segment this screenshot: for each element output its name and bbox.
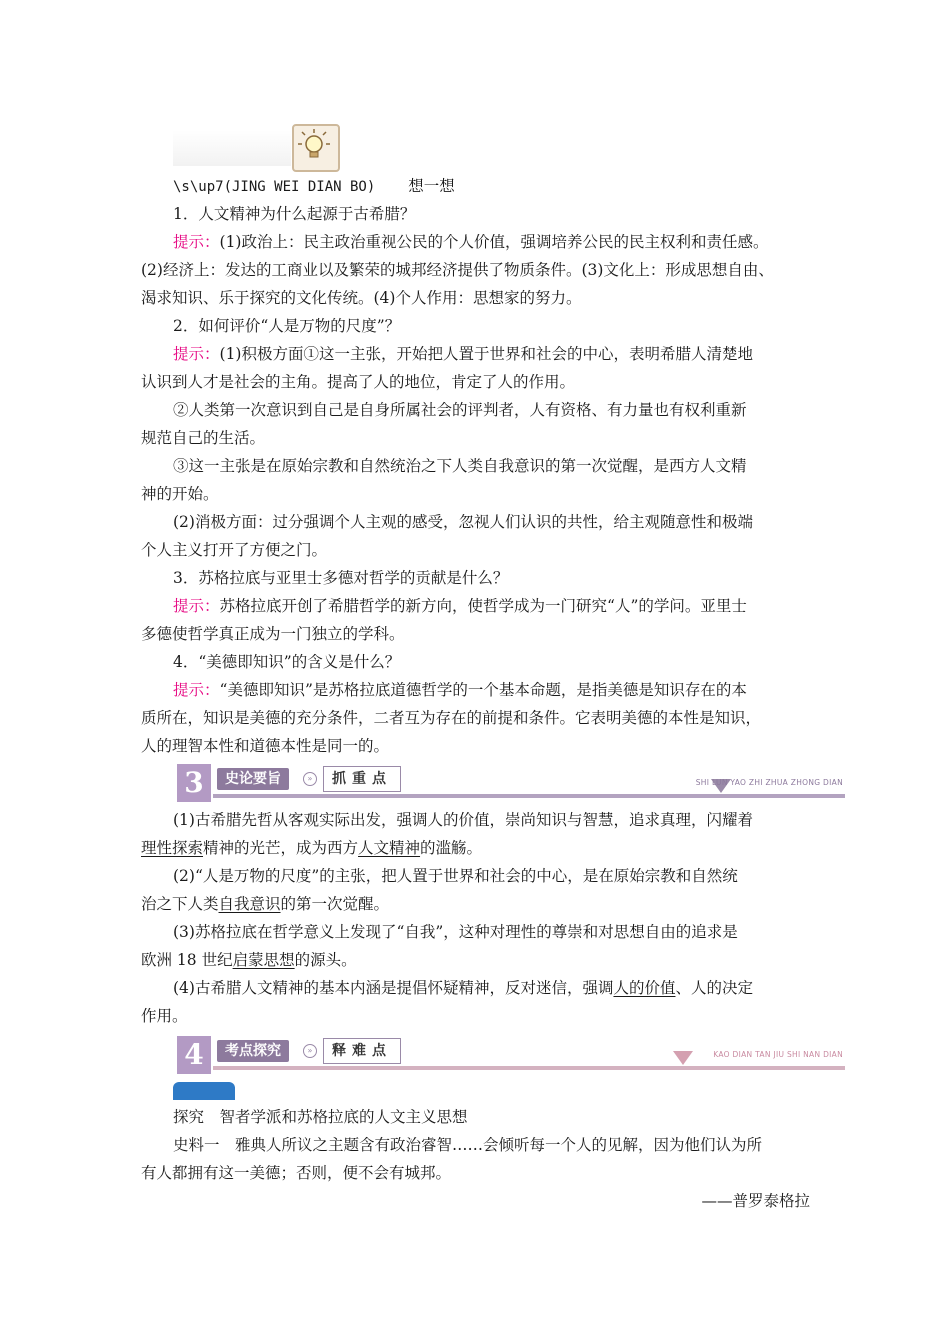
section-rule bbox=[213, 1066, 845, 1070]
answer-4-line-2: 质所在，知识是美德的充分条件，二者互为存在的前提和条件。它表明美德的本性是知识， bbox=[141, 709, 762, 727]
material-1-line-1: 史料一 雅典人所议之主题含有政治睿智……会倾听每一个人的见解，因为他们认为所 bbox=[173, 1136, 763, 1154]
key-point-4-line-1: (4)古希腊人文精神的基本内涵是提倡怀疑精神，反对迷信，强调人的价值、人的决定 bbox=[173, 979, 753, 997]
answer-2-line-6: 神的开始。 bbox=[141, 485, 219, 503]
section-english: KAO DIAN TAN JIU SHI NAN DIAN bbox=[713, 1050, 843, 1059]
answer-1-line-1: 提示：(1)政治上：民主政治重视公民的个人价值，强调培养公民的民主权利和责任感。 bbox=[173, 233, 769, 251]
lightbulb-icon bbox=[292, 124, 340, 172]
answer-2-line-5: ③这一主张是在原始宗教和自然统治之下人类自我意识的第一次觉醒，是西方人文精 bbox=[173, 457, 747, 475]
material-1-line-2: 有人都拥有这一美德；否则，便不会有城邦。 bbox=[141, 1164, 452, 1182]
key-point-3-line-1: (3)苏格拉底在哲学意义上发现了“自我”，这种对理性的尊崇和对思想自由的追求是 bbox=[173, 923, 738, 941]
hint-label: 提示： bbox=[173, 597, 220, 615]
section-3-banner bbox=[177, 764, 845, 802]
keyword: 人文精神 bbox=[358, 839, 421, 857]
key-point-4-line-2: 作用。 bbox=[141, 1007, 188, 1025]
header-band bbox=[173, 130, 291, 166]
question-1: 1．人文精神为什么起源于古希腊？ bbox=[173, 205, 416, 223]
answer-3-line-2: 多德使哲学真正成为一门独立的学科。 bbox=[141, 625, 405, 643]
arrow-circle-icon: » bbox=[303, 1044, 317, 1058]
question-4: 4．“美德即知识”的含义是什么？ bbox=[173, 653, 401, 671]
answer-2-line-1: 提示：(1)积极方面①这一主张，开始把人置于世界和社会的中心，表明希腊人清楚地 bbox=[173, 345, 753, 363]
answer-2-line-8: 个人主义打开了方便之门。 bbox=[141, 541, 328, 559]
keyword: 自我意识 bbox=[218, 895, 281, 913]
answer-4-line-1: 提示：“美德即知识”是苏格拉底道德哲学的一个基本命题，是指美德是知识存在的本 bbox=[173, 681, 747, 699]
arrow-circle-icon: » bbox=[303, 772, 317, 786]
header-code: \s\up7(JING WEI DIAN BO) bbox=[173, 179, 376, 195]
answer-1-line-3: 渴求知识、乐于探究的文化传统。(4)个人作用：思想家的努力。 bbox=[141, 289, 582, 307]
hint-label: 提示： bbox=[173, 681, 220, 699]
answer-2-line-7: (2)消极方面：过分强调个人主观的感受，忽视人们认识的共性，给主观随意性和极端 bbox=[173, 513, 753, 531]
pin-icon bbox=[673, 1051, 693, 1065]
hint-label: 提示： bbox=[173, 233, 220, 251]
header-title: 想一想 bbox=[408, 177, 455, 195]
section-english: SHI LUN YAO ZHI ZHUA ZHONG DIAN bbox=[695, 778, 843, 787]
key-point-2-line-1: (2)“人是万物的尺度”的主张，把人置于世界和社会的中心，是在原始宗教和自然统 bbox=[173, 867, 738, 885]
section-tag: 史论要旨 bbox=[217, 768, 289, 790]
section-header bbox=[173, 172, 845, 201]
answer-2-line-2: 认识到人才是社会的主角。提高了人的地位，肯定了人的作用。 bbox=[141, 373, 576, 391]
keyword: 启蒙思想 bbox=[232, 951, 295, 969]
answer-2-line-3: ②人类第一次意识到自己是自身所属社会的评判者，人有资格、有力量也有权利重新 bbox=[173, 401, 747, 419]
material-source: ——普罗泰格拉 bbox=[701, 1192, 810, 1210]
key-point-3-line-2: 欧洲 18 世纪启蒙思想的源头。 bbox=[141, 951, 357, 969]
section-number: 3 bbox=[177, 764, 211, 802]
key-point-1-line-2: 理性探索精神的光芒，成为西方人文精神的滥觞。 bbox=[141, 839, 483, 857]
answer-4-line-3: 人的理智本性和道德本性是同一的。 bbox=[141, 737, 390, 755]
keyword: 人的价值 bbox=[613, 979, 676, 997]
section-tag: 考点探究 bbox=[217, 1040, 289, 1062]
section-rule bbox=[213, 794, 845, 798]
question-2: 2．如何评价“人是万物的尺度”？ bbox=[173, 317, 401, 335]
key-point-1-line-1: (1)古希腊先哲从客观实际出发，强调人的价值，崇尚知识与智慧，追求真理，闪耀着 bbox=[173, 811, 753, 829]
question-3: 3．苏格拉底与亚里士多德对哲学的贡献是什么？ bbox=[173, 569, 509, 587]
answer-2-line-4: 规范自己的生活。 bbox=[141, 429, 266, 447]
answer-1-line-2: (2)经济上：发达的工商业以及繁荣的城邦经济提供了物质条件。(3)文化上：形成思想自由、 bbox=[141, 261, 774, 279]
answer-3-line-1: 提示：苏格拉底开创了希腊哲学的新方向，使哲学成为一门研究“人”的学问。亚里士 bbox=[173, 597, 747, 615]
section-subtitle: 抓重点 bbox=[323, 766, 401, 792]
section-4-banner bbox=[177, 1036, 845, 1074]
explore-title: 探究 智者学派和苏格拉底的人文主义思想 bbox=[173, 1108, 468, 1126]
keyword: 理性探索 bbox=[141, 839, 204, 857]
key-point-2-line-2: 治之下人类自我意识的第一次觉醒。 bbox=[141, 895, 390, 913]
hint-label: 提示： bbox=[173, 345, 220, 363]
section-subtitle: 释难点 bbox=[323, 1038, 401, 1064]
section-number: 4 bbox=[177, 1036, 211, 1074]
explore-tab bbox=[173, 1082, 235, 1100]
